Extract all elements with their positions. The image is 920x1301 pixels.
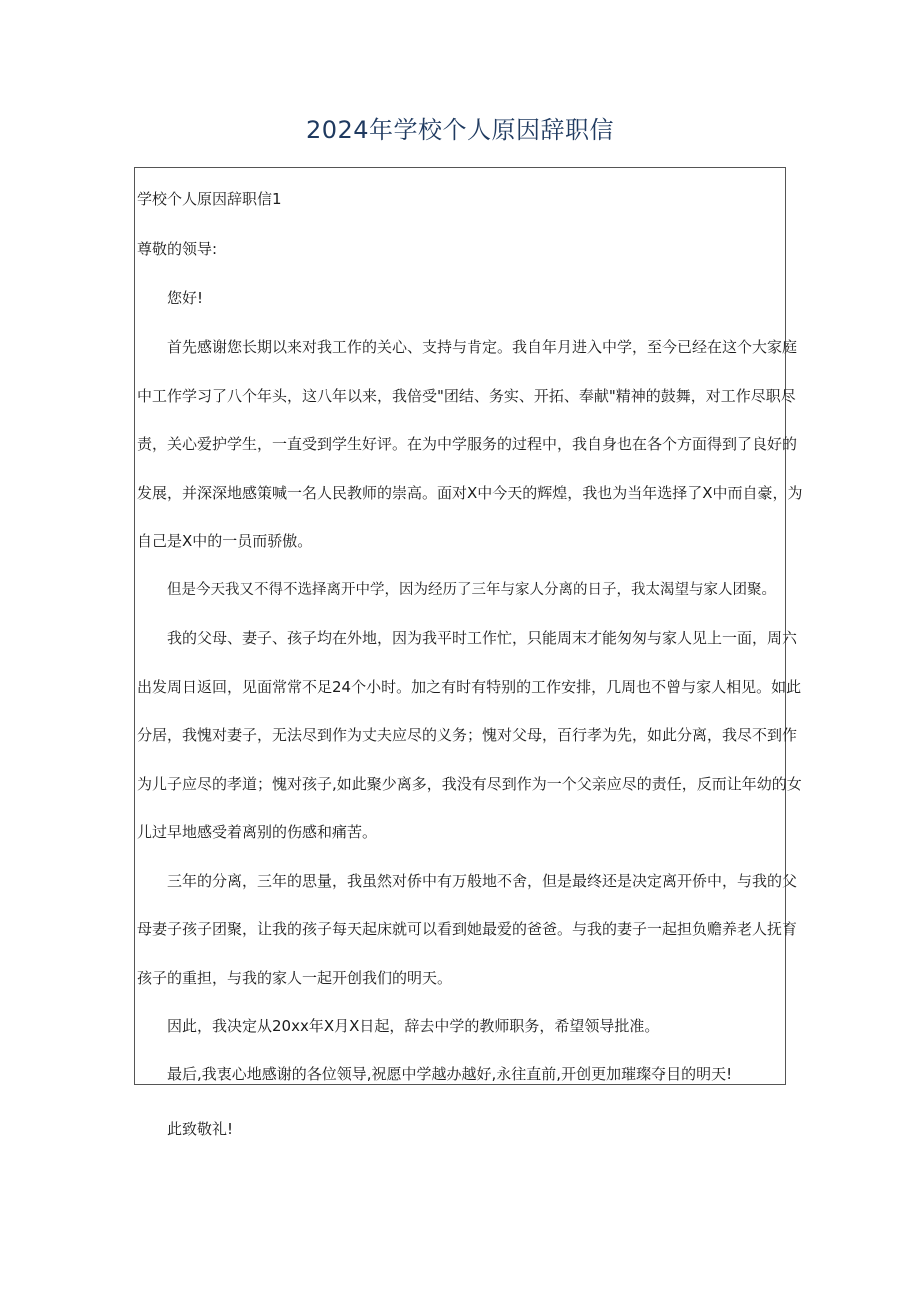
paragraph-1-line-1: 首先感谢您长期以来对我工作的关心、支持与肯定。我自年月进入中学，至今已经在这个大家庭 bbox=[167, 338, 798, 356]
paragraph-6-line-1: 最后,我衷心地感谢的各位领导,祝愿中学越办越好,永往直前,开创更加璀璨夺目的明天! bbox=[167, 1065, 733, 1083]
paragraph-1-line-2: 中工作学习了八个年头，这八年以来，我倍受"团结、务实、开拓、奉献"精神的鼓舞，对工作尽职尽 bbox=[137, 387, 796, 405]
greeting: 您好! bbox=[167, 289, 204, 307]
letter-frame bbox=[134, 167, 803, 1085]
paragraph-3-line-2: 出发周日返回，见面常常不足24个小时。加之有时有特别的工作安排，几周也不曾与家人相见。如此 bbox=[137, 678, 802, 696]
paragraph-3-line-4: 为儿子应尽的孝道；愧对孩子,如此聚少离多，我没有尽到作为一个父亲应尽的责任，反而让年幼的女 bbox=[137, 775, 802, 793]
paragraph-1-line-5: 自己是X中的一员而骄傲。 bbox=[137, 532, 313, 550]
paragraph-3-line-5: 儿过早地感受着离别的伤感和痛苦。 bbox=[137, 823, 378, 841]
letter-subtitle: 学校个人原因辞职信1 bbox=[137, 190, 282, 208]
paragraph-4-line-1: 三年的分离，三年的思量，我虽然对侨中有万般地不舍，但是最终还是决定离开侨中，与我的父 bbox=[167, 872, 798, 890]
paragraph-4-line-2: 母妻子孩子团聚，让我的孩子每天起床就可以看到她最爱的爸爸。与我的妻子一起担负赡养老人抚育 bbox=[137, 920, 798, 938]
paragraph-1-line-3: 责，关心爱护学生，一直受到学生好评。在为中学服务的过程中，我自身也在各个方面得到了良好的 bbox=[137, 435, 798, 453]
closing: 此致敬礼! bbox=[167, 1120, 234, 1138]
salutation: 尊敬的领导: bbox=[137, 240, 218, 258]
paragraph-4-line-3: 孩子的重担，与我的家人一起开创我们的明天。 bbox=[137, 969, 453, 987]
paragraph-3-line-3: 分居，我愧对妻子，无法尽到作为丈夫应尽的义务；愧对父母，百行孝为先，如此分离，我尽不到作 bbox=[137, 726, 798, 744]
paragraph-5-line-1: 因此，我决定从20xx年X月X日起，辞去中学的教师职务，希望领导批准。 bbox=[167, 1017, 660, 1035]
paragraph-1-line-4: 发展，并深深地感策喊一名人民教师的崇高。面对X中今天的辉煌，我也为当年选择了X中而自豪，为 bbox=[137, 484, 803, 502]
document-title: 2024年学校个人原因辞职信 bbox=[305, 116, 615, 144]
paragraph-2-line-1: 但是今天我又不得不选择离开中学，因为经历了三年与家人分离的日子，我太渴望与家人团聚。 bbox=[167, 582, 776, 598]
paragraph-3-line-1: 我的父母、妻子、孩子均在外地，因为我平时工作忙，只能周末才能匆匆与家人见上一面，周六 bbox=[167, 629, 798, 647]
